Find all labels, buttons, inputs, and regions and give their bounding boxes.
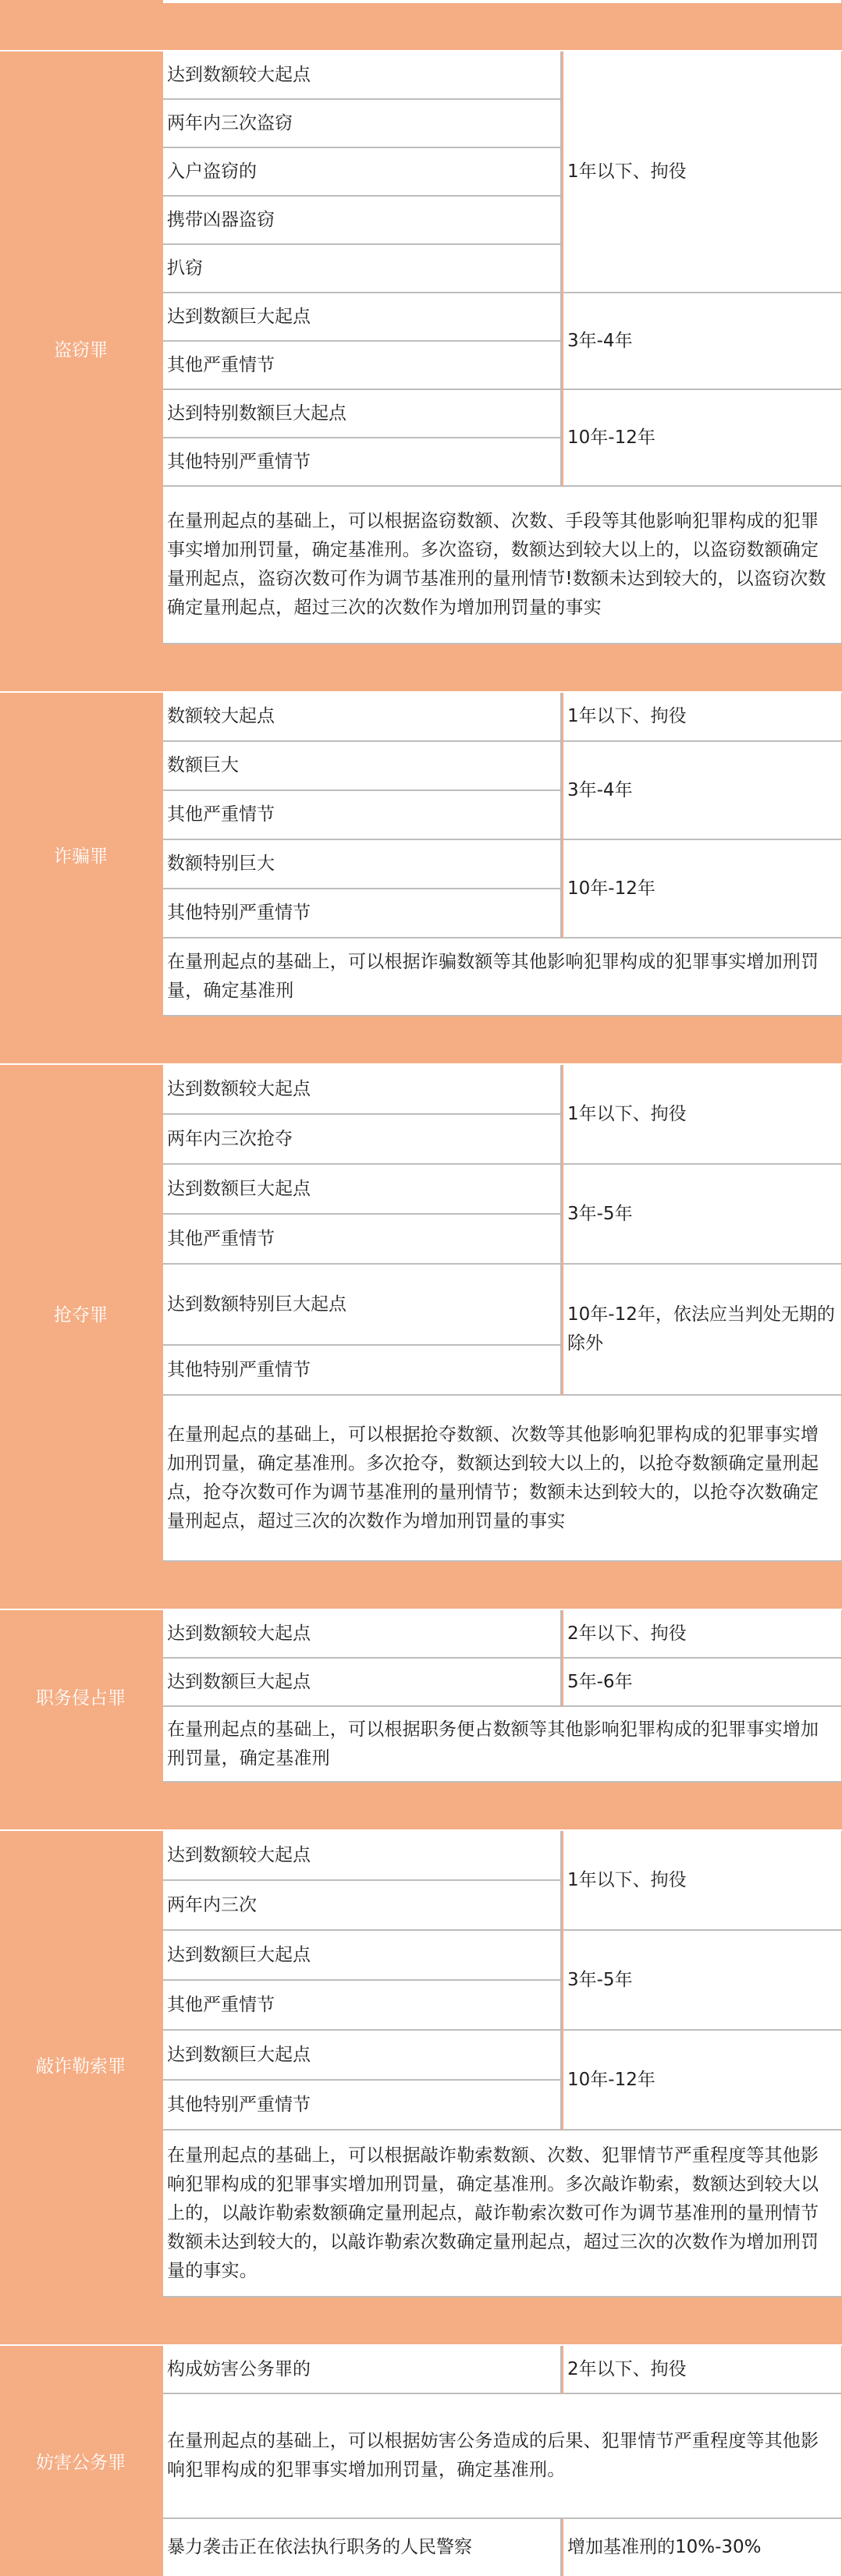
note-cell: 在量刑起点的基础上，可以根据盗窃数额、次数、手段等其他影响犯罪构成的犯罪事实增加刑罚量，确定基准刑。多次盗窃，数额达到较大以上的，以盗窃数额确定量刑起点，盗窃次数可作为调节基准刑的量刑情节!数额未达到较大的，以盗窃次数确定量刑起点，超过三次的次数作为增加刑罚量的事实 [163,487,841,644]
section-separator [0,3,842,51]
condition-cell: 达到数额巨大起点 [163,2031,562,2081]
condition-cell: 其他严重情节 [163,1215,562,1265]
condition-cell: 达到数额巨大起点 [163,1165,562,1215]
sentence-cell: 3年-5年 [563,1165,841,1265]
note-cell: 在量刑起点的基础上，可以根据诈骗数额等其他影响犯罪构成的犯罪事实增加刑罚量，确定基准刑 [163,939,841,1017]
section-separator [0,1562,842,1610]
sentence-cell: 1年以下、拘役 [563,693,841,742]
note-cell: 在量刑起点的基础上，可以根据职务便占数额等其他影响犯罪构成的犯罪事实增加刑罚量，确定基准刑 [163,1707,841,1783]
sentence-cell: 3年-4年 [563,742,841,840]
condition-cell: 其他特别严重情节 [163,889,562,939]
sentence-cell: 2年以下、拘役 [563,1610,841,1659]
condition-cell: 达到数额较大起点 [163,51,562,100]
sentence-cell: 10年-12年 [563,2031,841,2131]
condition-cell: 其他严重情节 [163,342,562,390]
sentence-cell: 增加基准刑的10%-30% [563,2519,841,2576]
note-cell: 在量刑起点的基础上，可以根据敲诈勒索数额、次数、犯罪情节严重程度等其他影响犯罪构成的犯罪事实增加刑罚量，确定基准刑。多次敲诈勒索，数额达到较大以上的，以敲诈勒索数额确定量刑起点，敲诈勒索次数可作为调节基准刑的量刑情节数额未达到较大的，以敲诈勒索次数确定量刑起点，超过三次的次数作为增加刑罚量的事实。 [163,2131,841,2297]
condition-cell: 达到数额特别巨大起点 [163,1265,562,1346]
condition-cell: 其他特别严重情节 [163,2081,562,2131]
condition-cell: 其他特别严重情节 [163,1346,562,1396]
condition-cell: 数额较大起点 [163,693,562,742]
sentence-cell: 10年-12年 [563,390,841,487]
section-separator [0,1783,842,1831]
crime-name: 敲诈勒索罪 [0,1831,162,2297]
condition-cell: 两年内三次盗窃 [163,100,562,148]
condition-cell: 两年内三次 [163,1881,562,1931]
sentence-cell: 1年以下、拘役 [563,1831,841,1931]
condition-cell: 达到数额较大起点 [163,1831,562,1881]
condition-cell: 数额巨大 [163,742,562,791]
section-separator [0,644,842,693]
condition-cell: 达到数额较大起点 [163,1065,562,1115]
sentence-cell: 10年-12年，依法应当判处无期的除外 [563,1265,841,1396]
crime-name: 职务侵占罪 [0,1610,162,1783]
sentence-cell: 2年以下、拘役 [563,2346,841,2394]
crime-name: 妨害公务罪 [0,2346,162,2576]
condition-cell: 暴力袭击正在依法执行职务的人民警察 [163,2519,562,2576]
sentence-cell: 5年-6年 [563,1659,841,1707]
condition-cell: 入户盗窃的 [163,148,562,197]
sentence-cell: 3年-4年 [563,293,841,390]
section-separator [0,1017,842,1065]
condition-cell: 其他严重情节 [163,791,562,840]
condition-cell: 达到数额巨大起点 [163,1659,562,1707]
condition-cell: 两年内三次抢夺 [163,1115,562,1165]
sentence-cell: 1年以下、拘役 [563,51,841,293]
condition-cell: 构成妨害公务罪的 [163,2346,562,2394]
condition-cell: 达到特别数额巨大起点 [163,390,562,438]
crime-name: 盗窃罪 [0,51,162,644]
sentence-cell: 10年-12年 [563,840,841,939]
crime-name: 抢夺罪 [0,1065,162,1562]
condition-cell: 其他特别严重情节 [163,438,562,487]
note-cell: 在量刑起点的基础上，可以根据妨害公务造成的后果、犯罪情节严重程度等其他影响犯罪构成的犯罪事实增加刑罚量，确定基准刑。 [163,2394,841,2519]
condition-cell: 达到数额巨大起点 [163,293,562,342]
section-separator [0,2297,842,2346]
sentence-cell: 3年-5年 [563,1931,841,2031]
sentence-cell: 1年以下、拘役 [563,1065,841,1165]
condition-cell: 其他严重情节 [163,1981,562,2031]
condition-cell: 达到数额巨大起点 [163,1931,562,1981]
crime-name: 诈骗罪 [0,693,162,1017]
condition-cell: 携带凶器盗窃 [163,197,562,245]
condition-cell: 数额特别巨大 [163,840,562,889]
condition-cell: 达到数额较大起点 [163,1610,562,1659]
note-cell: 在量刑起点的基础上，可以根据抢夺数额、次数等其他影响犯罪构成的犯罪事实增加刑罚量，确定基准刑。多次抢夺，数额达到较大以上的，以抢夺数额确定量刑起点，抢夺次数可作为调节基准刑的量刑情节；数额未达到较大的，以抢夺次数确定量刑起点，超过三次的次数作为增加刑罚量的事实 [163,1396,841,1562]
condition-cell: 扒窃 [163,245,562,293]
